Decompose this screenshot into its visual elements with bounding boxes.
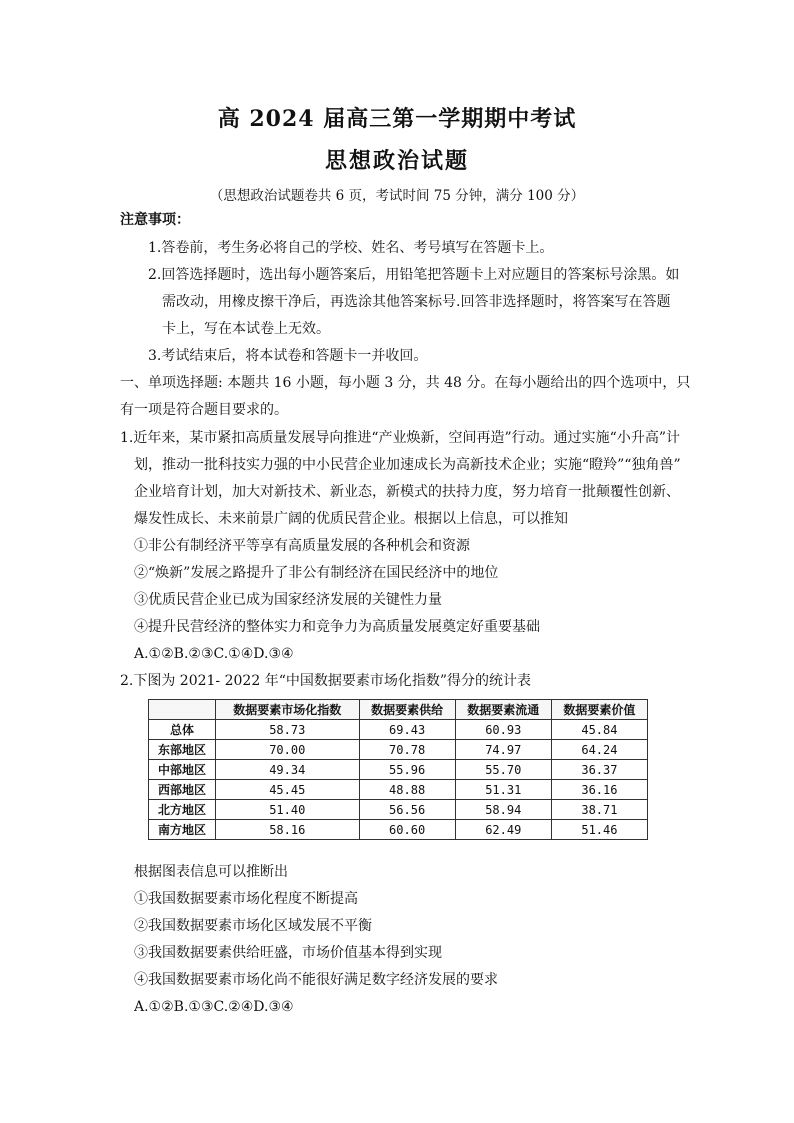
q2-option-4: ④我国数据要素市场化尚不能很好满足数字经济发展的要求	[134, 972, 498, 988]
q2-option-2: ②我国数据要素市场化区域发展不平衡	[134, 918, 372, 934]
q1-option-1: ①非公有制经济平等享有高质量发展的各种机会和资源	[134, 538, 470, 554]
table-cell: 48.88	[359, 780, 455, 800]
exam-title: 高 2024 届高三第一学期期中考试	[217, 106, 577, 132]
row-label: 西部地区	[149, 780, 216, 800]
table-cell: 58.94	[455, 800, 551, 820]
column-header: 数据要素市场化指数	[216, 700, 360, 720]
table-cell: 62.49	[455, 820, 551, 840]
row-label: 东部地区	[149, 740, 216, 760]
table-row	[149, 740, 648, 760]
row-label: 北方地区	[149, 800, 216, 820]
table-row	[149, 720, 648, 740]
exam-subject: 思想政治试题	[324, 148, 469, 174]
table-cell: 60.93	[455, 720, 551, 740]
table-cell: 64.24	[551, 740, 647, 760]
table-cell: 56.56	[359, 800, 455, 820]
row-label: 中部地区	[149, 760, 216, 780]
table-row	[149, 760, 648, 780]
q1-option-2: ②“焕新”发展之路提升了非公有制经济在国民经济中的地位	[134, 565, 499, 581]
notice-item-2-cont2: 卡上，写在本试卷上无效。	[162, 321, 330, 337]
notice-item-2: 2.回答选择题时，选出每小题答案后，用铅笔把答题卡上对应题目的答案标号涂黑。如	[148, 267, 680, 283]
table-cell: 69.43	[359, 720, 455, 740]
notice-item-2-cont: 需改动，用橡皮擦干净后，再选涂其他答案标号.回答非选择题时，将答案写在答题	[162, 294, 671, 310]
section1-line1: 一、单项选择题: 本题共 16 小题，每小题 3 分，共 48 分。在每小题给出的四个选项中，只	[120, 375, 691, 391]
table-cell: 58.16	[216, 820, 360, 840]
data-factor-table	[148, 699, 648, 840]
table-header-row	[149, 700, 648, 720]
q1-line2: 划，推动一批科技实力强的中小民营企业加速成长为高新技术企业；实施“瞪羚”“独角兽”	[134, 457, 681, 473]
table-row	[149, 780, 648, 800]
table-cell: 36.16	[551, 780, 647, 800]
table-cell: 51.46	[551, 820, 647, 840]
table-cell: 45.45	[216, 780, 360, 800]
section1-line2: 有一项是符合题目要求的。	[120, 402, 288, 418]
table-cell: 51.40	[216, 800, 360, 820]
q2-option-1: ①我国数据要素市场化程度不断提高	[134, 891, 358, 907]
column-header: 数据要素价值	[551, 700, 647, 720]
table-row	[149, 800, 648, 820]
table-cell: 70.00	[216, 740, 360, 760]
table-cell: 55.70	[455, 760, 551, 780]
q1-option-3: ③优质民营企业已成为国家经济发展的关键性力量	[134, 592, 442, 608]
notice-item-1: 1.答卷前，考生务必将自己的学校、姓名、考号填写在答题卡上。	[148, 240, 554, 256]
table-corner-cell	[149, 700, 216, 720]
q1-option-4: ④提升民营经济的整体实力和竞争力为高质量发展奠定好重要基础	[134, 619, 540, 635]
q1-line1: 1.近年来，某市紧扣高质量发展导向推进“产业焕新，空间再造”行动。通过实施“小升高”计	[120, 430, 680, 446]
q1-answers: A.①②B.②③C.①④D.③④	[134, 646, 294, 662]
table-cell: 58.73	[216, 720, 360, 740]
q2-after: 根据图表信息可以推断出	[134, 864, 288, 880]
column-header: 数据要素流通	[455, 700, 551, 720]
table-row	[149, 820, 648, 840]
table-cell: 60.60	[359, 820, 455, 840]
row-label: 总体	[149, 720, 216, 740]
column-header: 数据要素供给	[359, 700, 455, 720]
row-label: 南方地区	[149, 820, 216, 840]
exam-note: （思想政治试题卷共 6 页，考试时间 75 分钟，满分 100 分）	[209, 188, 585, 204]
table-cell: 70.78	[359, 740, 455, 760]
q2-option-3: ③我国数据要素供给旺盛，市场价值基本得到实现	[134, 945, 442, 961]
q2-stem: 2.下图为 2021- 2022 年“中国数据要素市场化指数”得分的统计表	[120, 673, 532, 689]
table-cell: 49.34	[216, 760, 360, 780]
table-cell: 74.97	[455, 740, 551, 760]
table-cell: 36.37	[551, 760, 647, 780]
notice-item-3: 3.考试结束后，将本试卷和答题卡一并收回。	[148, 348, 428, 364]
q1-line3: 企业培育计划，加大对新技术、新业态，新模式的扶持力度，努力培育一批颠覆性创新、	[134, 484, 680, 500]
table-cell: 45.84	[551, 720, 647, 740]
table-cell: 55.96	[359, 760, 455, 780]
table-cell: 51.31	[455, 780, 551, 800]
q1-line4: 爆发性成长、未来前景广阔的优质民营企业。根据以上信息，可以推知	[134, 511, 568, 527]
notice-heading: 注意事项：	[120, 212, 190, 228]
table-cell: 38.71	[551, 800, 647, 820]
q2-answers: A.①②B.①③C.②④D.③④	[134, 999, 294, 1015]
